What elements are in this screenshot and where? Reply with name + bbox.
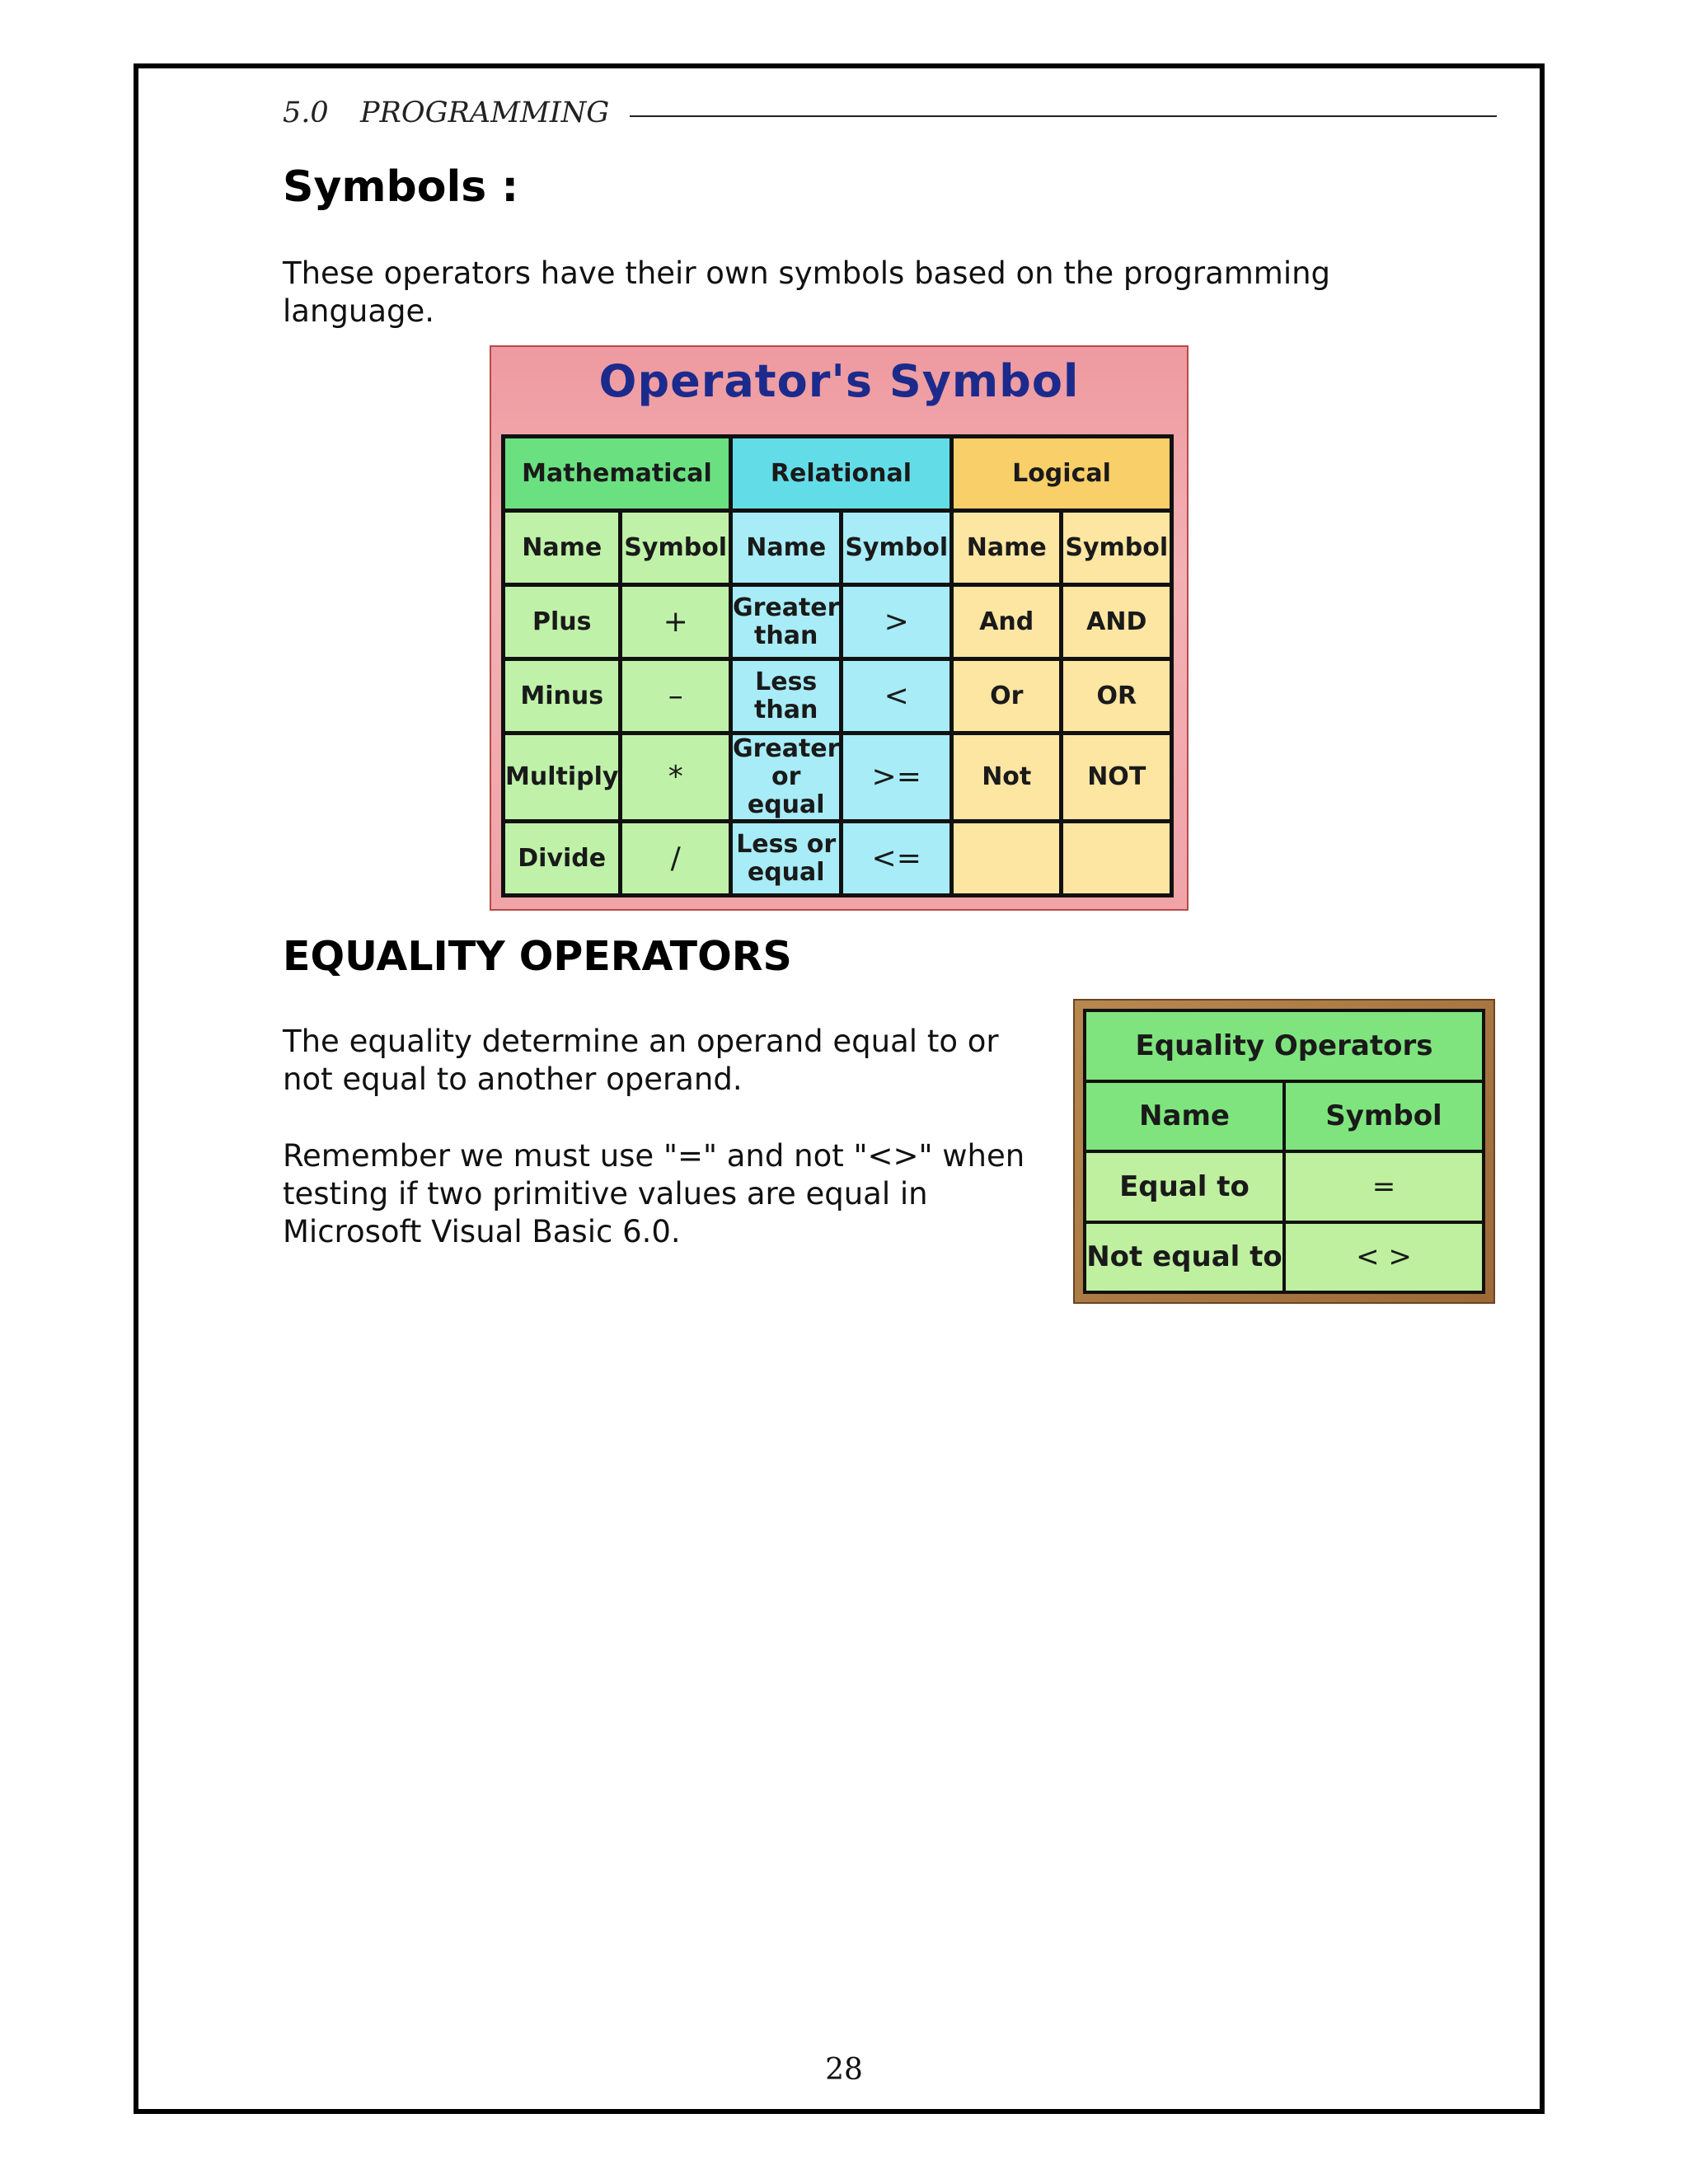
table-cell: +	[622, 587, 729, 657]
symbols-heading: Symbols :	[283, 162, 519, 212]
table-cell: =	[1286, 1153, 1482, 1221]
table-cell: <=	[843, 823, 950, 893]
equality-table-title: Equality Operators	[1086, 1012, 1482, 1080]
col-header-name: Name	[733, 513, 840, 583]
page-number: 28	[825, 2053, 863, 2087]
col-header-symbol: Symbol	[1063, 513, 1170, 583]
table-cell: /	[622, 823, 729, 893]
table-cell: Equal to	[1086, 1153, 1282, 1221]
section-title: PROGRAMMING	[360, 96, 610, 129]
table-cell: Minus	[505, 661, 618, 731]
table-cell: < >	[1286, 1224, 1482, 1291]
group-header-relational: Relational	[733, 438, 950, 509]
table-cell: Multiply	[505, 735, 618, 819]
table-cell: Less than	[733, 661, 840, 731]
operators-table	[501, 434, 1174, 898]
table-cell: Divide	[505, 823, 618, 893]
col-header-name: Name	[954, 513, 1060, 583]
equality-heading: EQUALITY OPERATORS	[283, 933, 792, 980]
equality-paragraph: The equality determine an operand equal to or not equal to another operand.	[283, 1024, 999, 1097]
table-cell: And	[954, 587, 1060, 657]
table-cell: –	[622, 661, 729, 731]
table-cell: NOT	[1063, 735, 1170, 819]
table-cell	[954, 823, 1060, 893]
operators-figure-title: Operator's Symbol	[598, 355, 1080, 407]
table-cell: Plus	[505, 587, 618, 657]
table-cell: Not equal to	[1086, 1224, 1282, 1291]
symbols-intro: These operators have their own symbols based on the programming language.	[283, 255, 1331, 329]
group-header-logical: Logical	[954, 438, 1170, 509]
running-header	[283, 92, 1497, 134]
table-cell: Greater than	[733, 587, 840, 657]
table-cell: Not	[954, 735, 1060, 819]
table-cell: OR	[1063, 661, 1170, 731]
group-header-mathematical: Mathematical	[505, 438, 729, 509]
header-rule	[630, 115, 1497, 117]
equality-table	[1083, 1009, 1485, 1294]
table-cell	[1063, 823, 1170, 893]
table-cell: Or	[954, 661, 1060, 731]
col-header-name: Name	[1086, 1083, 1282, 1151]
section-number: 5.0	[283, 96, 329, 129]
table-cell: Less or equal	[733, 823, 840, 893]
col-header-symbol: Symbol	[622, 513, 729, 583]
table-cell: Greater or equal	[732, 734, 840, 819]
equality-operators-figure	[1073, 999, 1495, 1304]
col-header-symbol: Symbol	[843, 513, 950, 583]
col-header-name: Name	[505, 513, 618, 583]
table-cell: <	[843, 661, 950, 731]
table-cell: *	[622, 735, 729, 819]
table-cell: >=	[843, 735, 950, 819]
table-cell: AND	[1063, 587, 1170, 657]
col-header-symbol: Symbol	[1286, 1083, 1482, 1151]
operators-symbol-figure	[490, 345, 1189, 911]
equality-note: Remember we must use "=" and not "<>" when testing if two primitive values are equal in Microsoft Visual Basic 6.0.	[283, 1138, 1025, 1249]
table-cell: >	[843, 587, 950, 657]
